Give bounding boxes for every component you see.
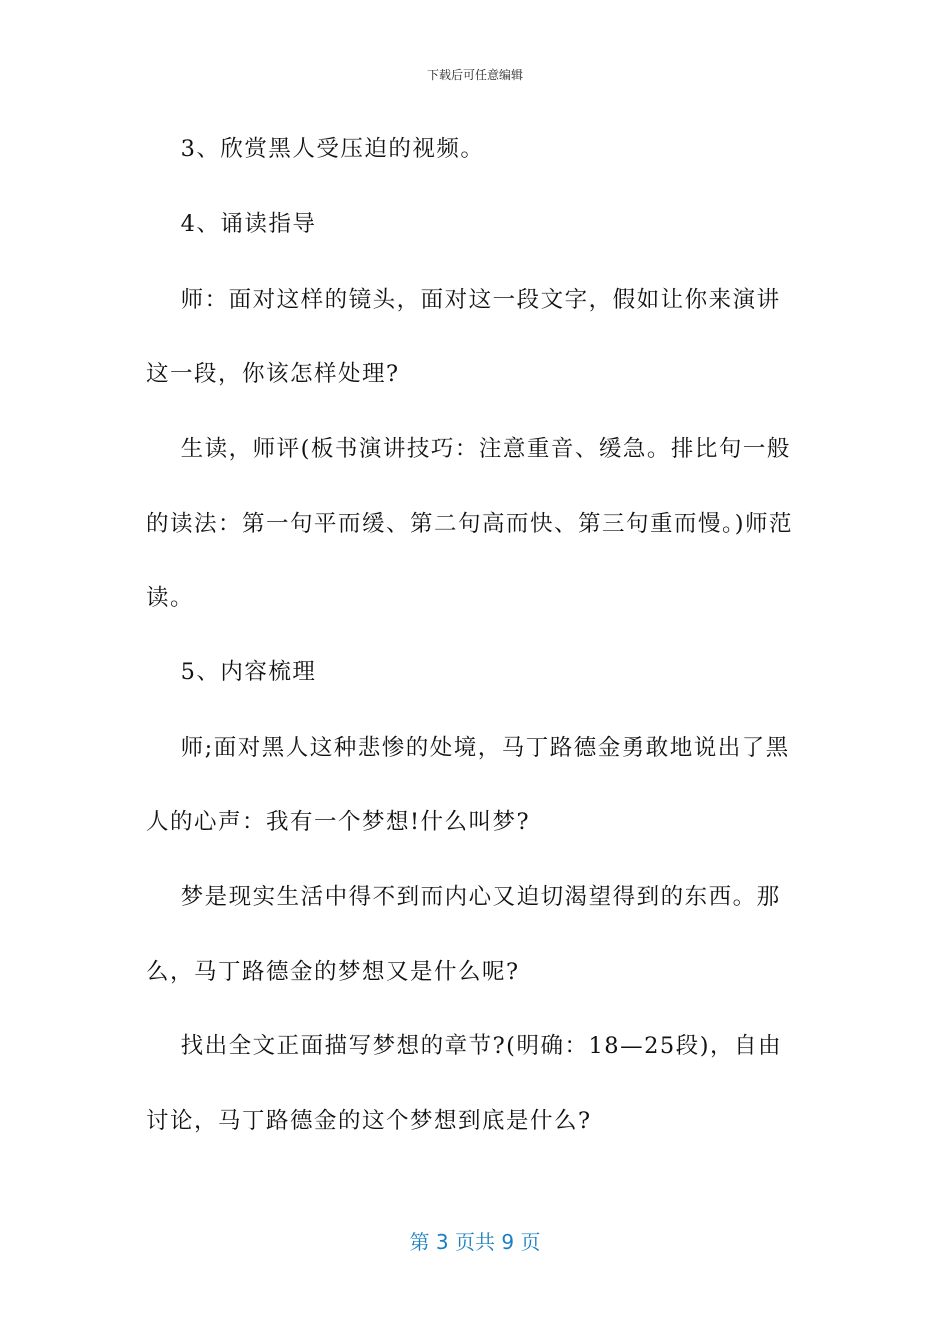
current-page-number: 3	[435, 1230, 449, 1254]
footer-suffix: 页	[514, 1230, 541, 1254]
body-line-6: 的读法：第一句平而缓、第二句高而快、第三句重而慢。)师范	[146, 511, 794, 537]
body-line-4: 这一段，你该怎样处理?	[146, 361, 400, 387]
page-number-footer	[0, 1226, 950, 1255]
body-line-9: 师;面对黑人这种悲惨的处境，马丁路德金勇敢地说出了黑	[146, 735, 790, 761]
body-line-10: 人的心声：我有一个梦想!什么叫梦?	[146, 809, 531, 835]
body-line-3: 师：面对这样的镜头，面对这一段文字，假如让你来演讲	[146, 287, 781, 313]
body-line-11: 梦是现实生活中得不到而内心又迫切渴望得到的东西。那	[146, 884, 781, 910]
footer-prefix: 第	[409, 1230, 436, 1254]
total-pages-number: 9	[501, 1230, 515, 1254]
body-line-5: 生读，师评(板书演讲技巧：注意重音、缓急。排比句一般	[146, 436, 791, 462]
body-line-12: 么，马丁路德金的梦想又是什么呢?	[146, 959, 520, 985]
body-line-2: 4、诵读指导	[146, 211, 317, 237]
page-header-note: 下载后可任意编辑	[426, 68, 523, 82]
body-line-1: 3、欣赏黑人受压迫的视频。	[146, 136, 485, 162]
body-line-14: 讨论，马丁路德金的这个梦想到底是什么?	[146, 1108, 592, 1134]
body-line-13: 找出全文正面描写梦想的章节?(明确：18—25段)，自由	[146, 1033, 782, 1059]
body-line-8: 5、内容梳理	[146, 659, 317, 685]
footer-middle: 页共	[448, 1230, 502, 1254]
body-line-7: 读。	[146, 585, 195, 611]
